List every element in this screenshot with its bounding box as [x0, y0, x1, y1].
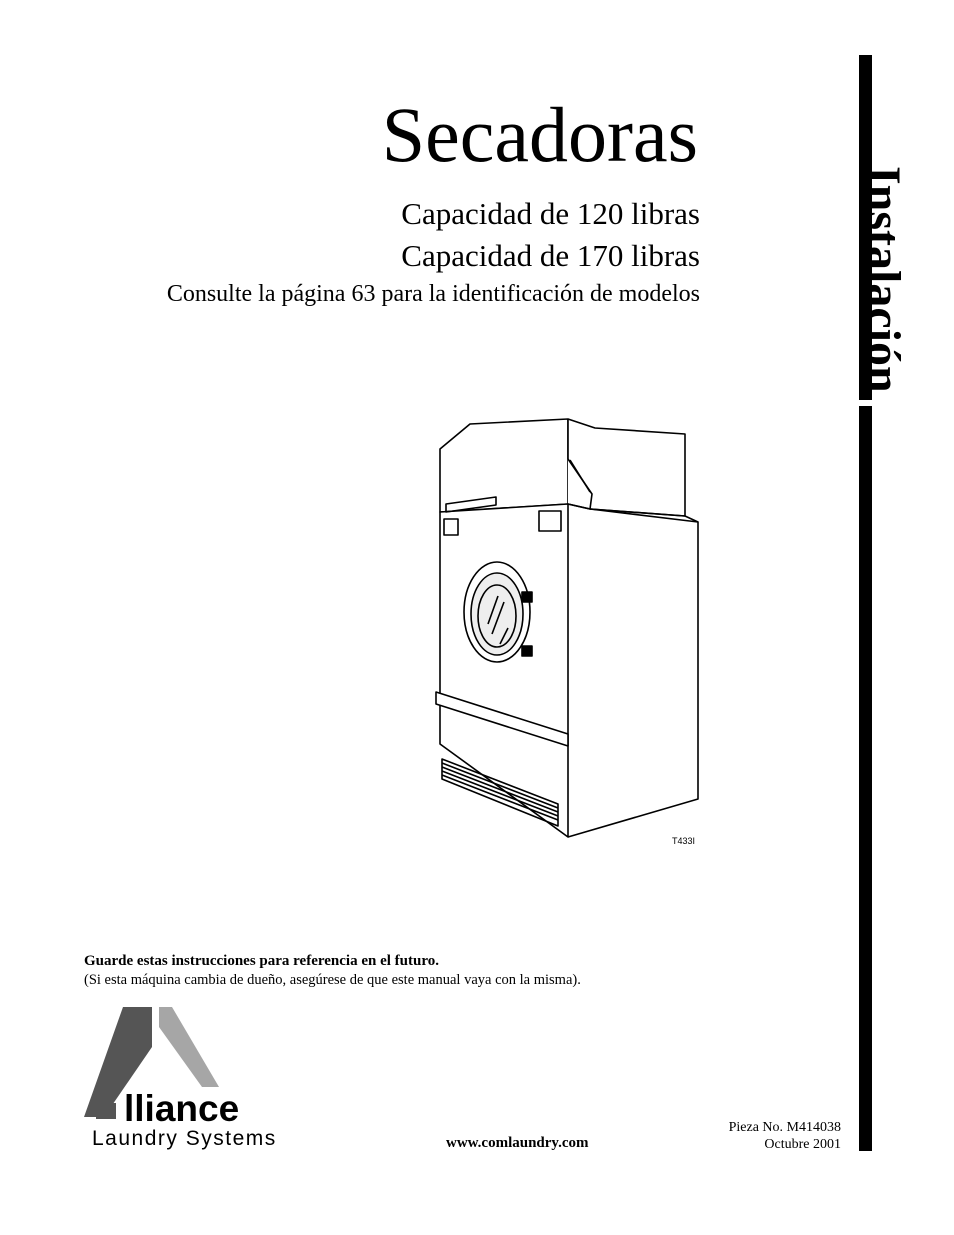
- owner-note: (Si esta máquina cambia de dueño, asegúrese de que este manual vaya con la misma).: [84, 972, 581, 988]
- part-info: [729, 1119, 841, 1153]
- part-number: Pieza No. M414038: [728, 1120, 841, 1135]
- website-link[interactable]: www.comlaundry.com: [446, 1135, 589, 1151]
- capacity-120: Capacidad de 120 libras: [401, 196, 700, 231]
- figure-label: T433I: [672, 836, 696, 846]
- model-reference: Consulte la página 63 para la identificación de modelos: [166, 281, 700, 307]
- dryer-illustration-icon: [430, 414, 705, 844]
- capacity-170: Capacidad de 170 libras: [401, 238, 700, 273]
- logo-rest: lliance: [124, 1088, 240, 1129]
- section-tab: [822, 166, 910, 404]
- logo-wordmark: [124, 1090, 239, 1127]
- side-bar-bottom: [859, 406, 872, 1151]
- document-title: Secadoras: [381, 91, 698, 178]
- logo-tagline: Laundry Systems: [92, 1127, 277, 1150]
- save-instructions: Guarde estas instrucciones para referencia en el futuro.: [84, 953, 439, 969]
- section-tab-label: Instalación: [857, 166, 910, 393]
- publication-date: Octubre 2001: [764, 1137, 841, 1152]
